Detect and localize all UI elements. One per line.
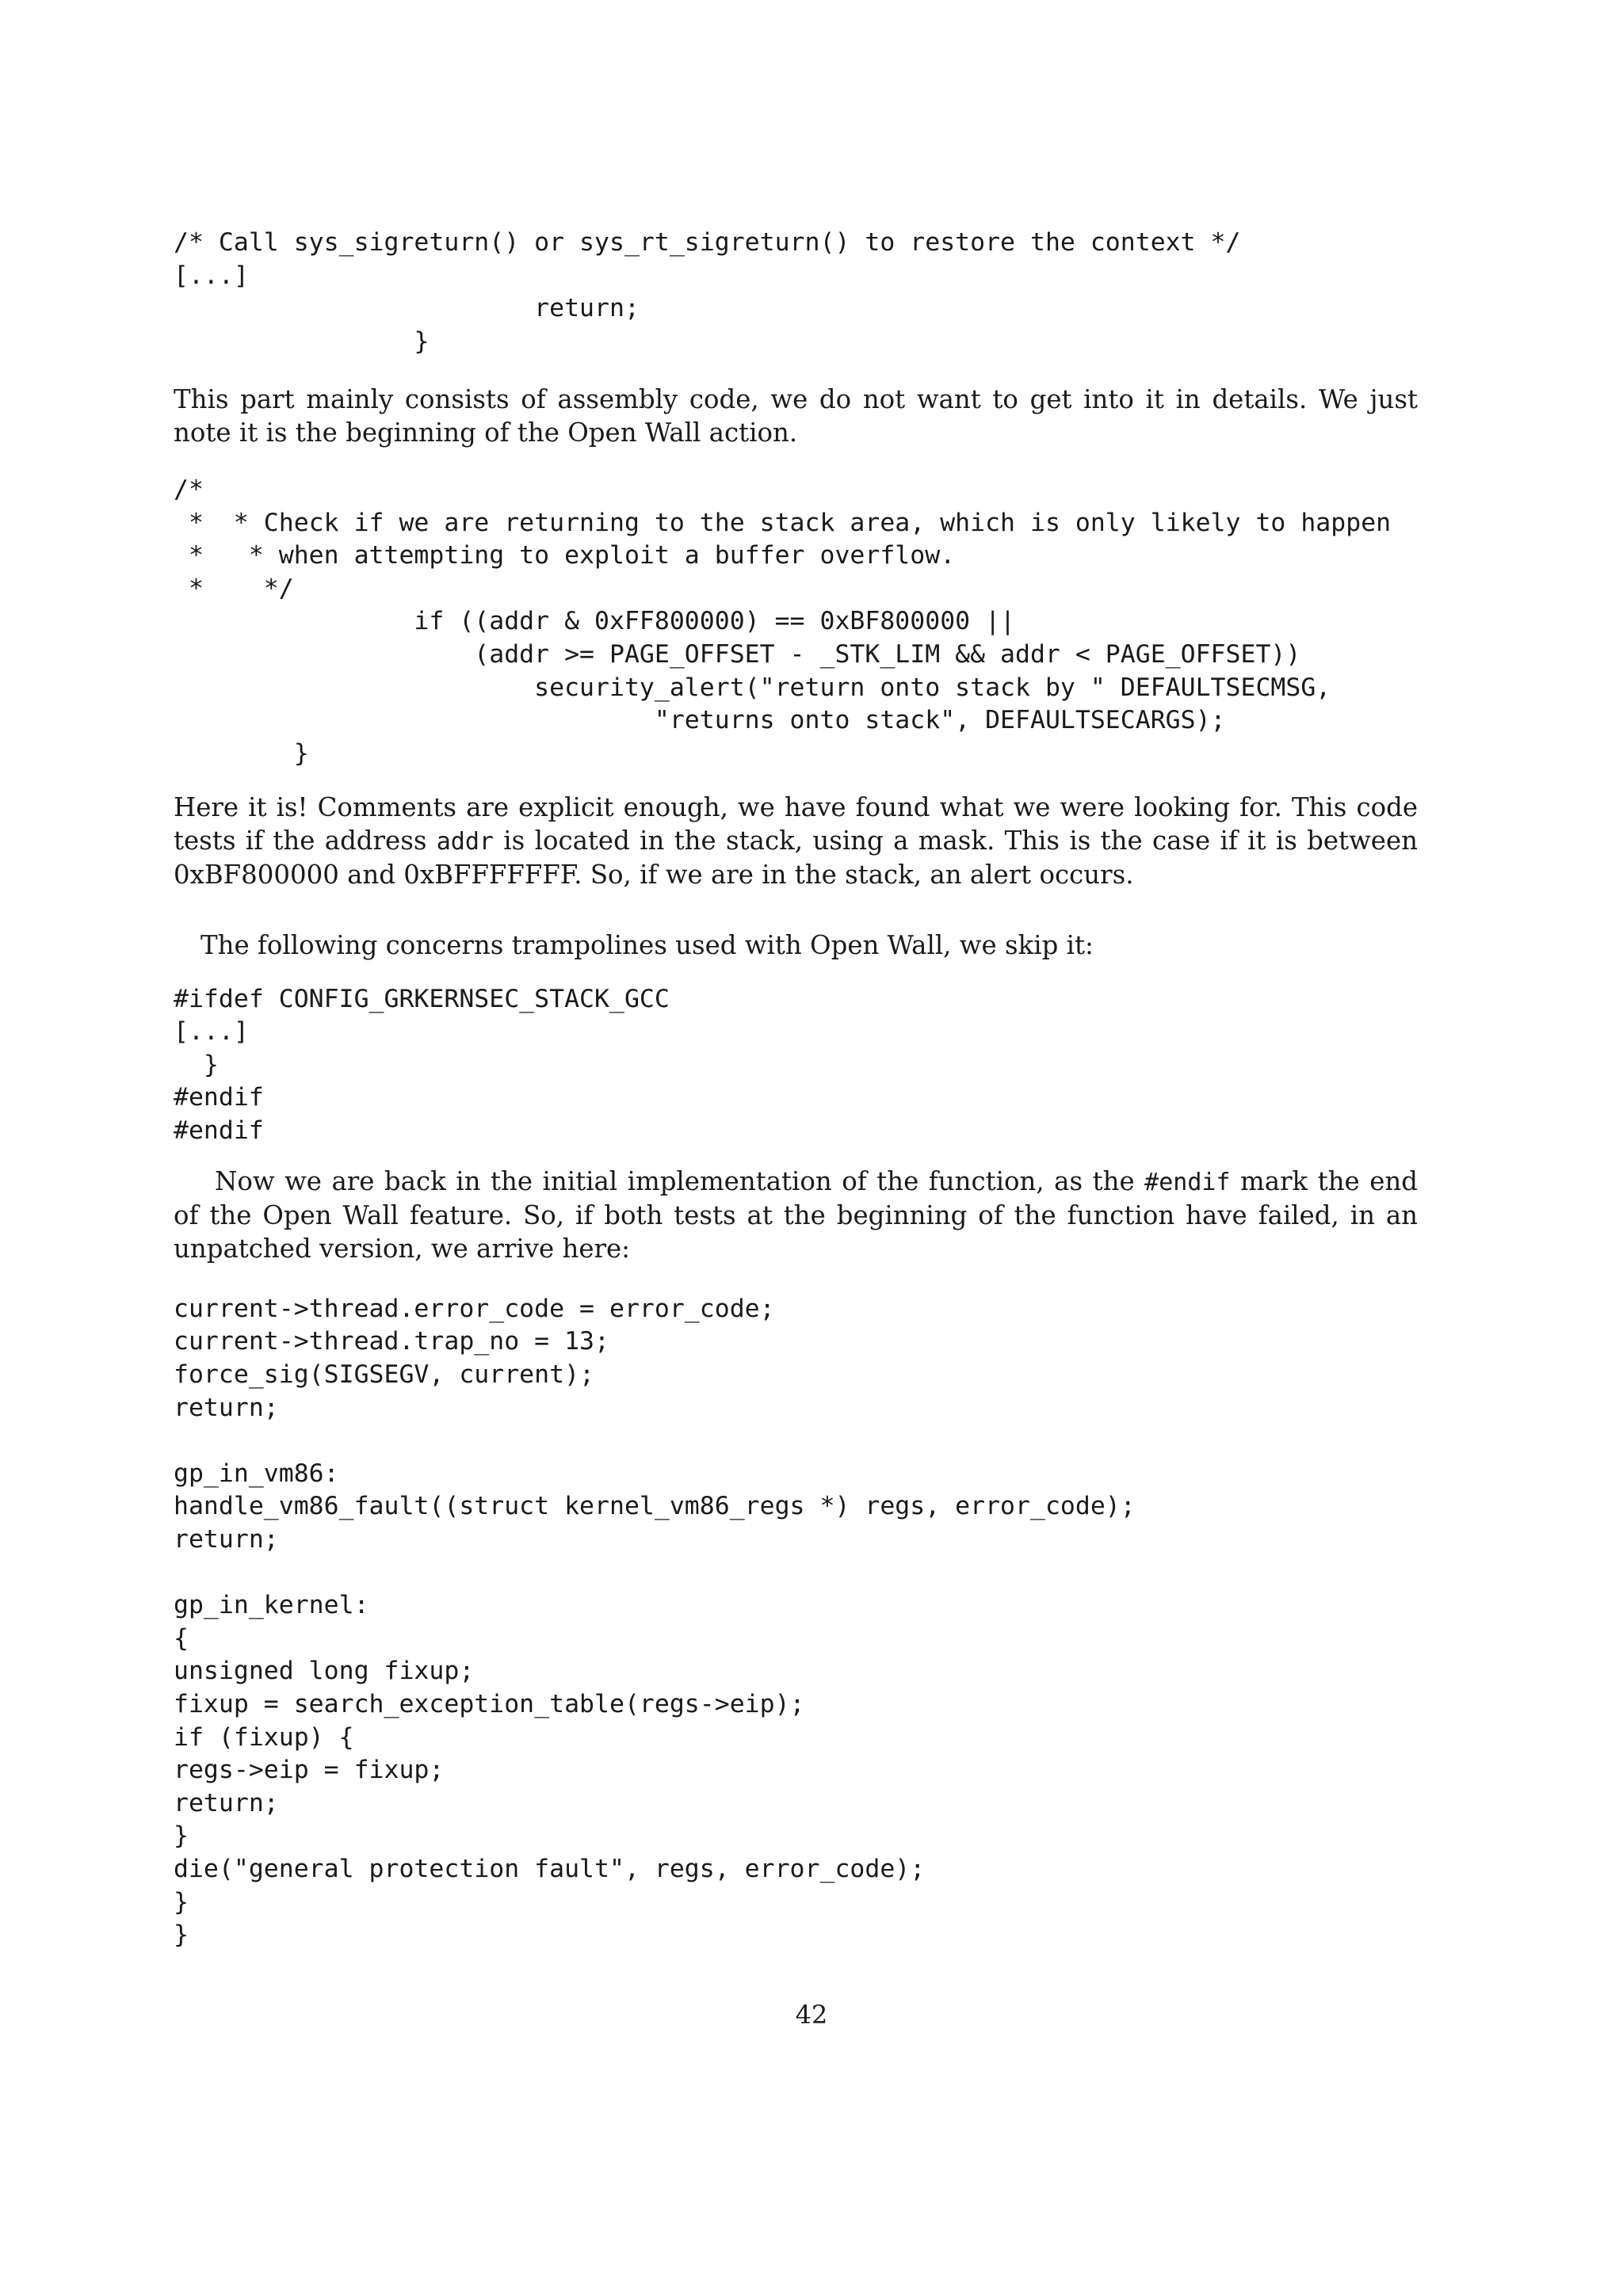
paragraph-explanation-text-after: is located in the stack, using a mask. This is the case if it is between 0xBF800000 and 0xBFFFFFFF. So, if we are in the stack, an alert occurs. (174, 826, 1418, 890)
code-block-stack-check: /* * * Check if we are returning to the stack area, which is only likely to happen * * when attempting to exploit a buffer overflow. * */ if ((addr & 0xFF800000) == 0xBF800000 || (addr >= PAGE_OFFSET - _STK_LIM && addr < PAGE_OFFSET)) security_alert("return onto stack by " DEFAULTSECMSG, "returns onto stack", DEFAULTSECARGS); } (174, 475, 1392, 768)
page-number: 42 (795, 2000, 828, 2030)
document-page (174, 227, 1418, 1952)
paragraph-trampolines: The following concerns trampolines used with Open Wall, we skip it: (200, 929, 1094, 960)
code-block-ifdef: #ifdef CONFIG_GRKERNSEC_STACK_GCC [...] } #endif #endif (174, 984, 670, 1145)
paragraph-explanation (174, 791, 1418, 891)
paragraph-assembly-note: This part mainly consists of assembly code, we do not want to get into it in details. We just note it is the beginning of the Open Wall action. (174, 384, 1418, 448)
code-block-sigreturn: /* Call sys_sigreturn() or sys_rt_sigreturn() to restore the context */ [...] return; } (174, 228, 1241, 356)
paragraph-back-text-before: Now we are back in the initial implementation of the function, as the (215, 1166, 1145, 1197)
paragraph-back-text-after: mark the end of the Open Wall feature. So, if both tests at the beginning of the function have failed, in an unpatched version, we arrive here: (174, 1166, 1418, 1264)
inline-code-addr: addr (436, 828, 494, 856)
paragraph-back-to-function (174, 1165, 1418, 1265)
inline-code-endif: #endif (1144, 1169, 1231, 1197)
paragraph-explanation-text-before: Here it is! Comments are explicit enough, we have found what we were looking for. This code tests if the address (174, 792, 1418, 856)
code-block-fault-handler: current->thread.error_code = error_code; current->thread.trap_no = 13; force_sig(SIGSEGV, current); return; gp_in_vm86: handle_vm86_fault((struct kernel_vm86_regs *) regs, error_code); return; gp_in_kernel: { unsigned long fixup; fixup = search_exception_table(regs->eip); if (fixup) { regs->eip = fixup; return; } die("general protection fault", regs, error_code); } } (174, 1294, 1136, 1950)
